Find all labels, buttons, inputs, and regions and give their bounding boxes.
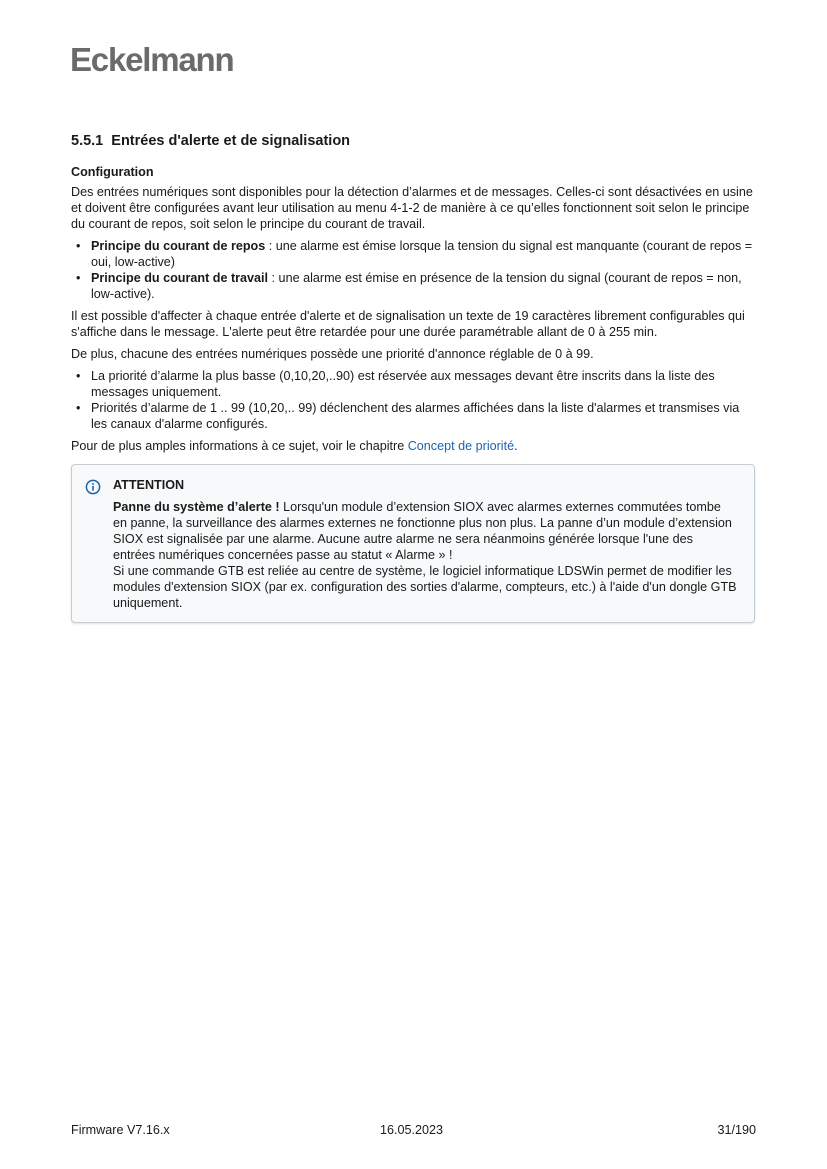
intro-paragraph: Des entrées numériques sont disponibles pour la détection d’alarmes et de messages. Celles-ci sont désactivées en usine et doivent être configurées avant leur utilisation au menu 4-1-2 de manière à ce qu’elles fonctionnent soit selon le principe du courant de repos, soit selon le principe du courant de travail. (71, 185, 753, 231)
priority-paragraph: De plus, chacune des entrées numériques possède une priorité d'annonce réglable de 0 à 99. (71, 347, 594, 361)
principle-term: Principe du courant de repos (91, 239, 266, 253)
more-info-suffix: . (514, 439, 518, 453)
footer-firmware: Firmware V7.16.x (71, 1123, 170, 1137)
list-item: • Priorités d’alarme de 1 .. 99 (10,20,.. 99) déclenchent des alarmes affichées dans la liste d'alarmes et transmises via les canaux d'alarme configurés. (71, 400, 757, 432)
notice-title: ATTENTION (113, 478, 185, 492)
attention-notice (71, 464, 755, 623)
notice-body (113, 477, 738, 611)
notice-lead: Panne du système d’alerte ! (113, 500, 280, 514)
footer-date: 16.05.2023 (380, 1123, 444, 1137)
info-icon (84, 479, 102, 495)
list-item (71, 238, 757, 270)
more-info-paragraph (71, 438, 757, 454)
footer-page-number: 31/190 (717, 1123, 756, 1137)
priority-concept-link[interactable]: Concept de priorité (407, 439, 515, 453)
notice-text (113, 499, 738, 563)
company-logo: Eckelmann (70, 41, 234, 78)
more-info-prefix: Pour de plus amples informations à ce sujet, voir le chapitre (71, 439, 408, 453)
configuration-heading: Configuration (71, 165, 154, 179)
list-item: • La priorité d’alarme la plus basse (0,10,20,..90) est réservée aux messages devant être inscrits dans la liste des messages uniquement. (71, 368, 757, 400)
principle-text: : une alarme est émise en présence de la tension du signal (courant de repos = non, low-active). (91, 271, 742, 301)
text-paragraph: Il est possible d'affecter à chaque entrée d'alerte et de signalisation un texte de 19 caractères librement configurables qui s'affiche dans le message. L'alerte peut être retardée pour une durée paramétrable allant de 0 à 255 min. (71, 309, 745, 339)
section-heading (71, 130, 757, 152)
principle-term: Principe du courant de travail (91, 271, 269, 285)
notice-text-2: Si une commande GTB est reliée au centre de système, le logiciel informatique LDSWin permet de modifier les modules d'extension SIOX (par ex. configuration des sorties d'alarme, compteurs, etc.) à l'aide d'un dongle GTB uniquement. (113, 564, 737, 610)
principle-text: : une alarme est émise lorsque la tension du signal est manquante (courant de repos = oui, low-active) (91, 239, 753, 269)
principles-list (71, 238, 757, 302)
list-item (71, 270, 757, 302)
main-content (71, 130, 757, 623)
section-number: 5.5.1 (71, 133, 104, 149)
priority-list (71, 368, 757, 432)
section-title: Entrées d'alerte et de signalisation (111, 133, 351, 149)
notice-body-text: Lorsqu'un module d’extension SIOX avec alarmes externes commutées tombe en panne, la surveillance des alarmes externes ne fonctionne plus non plus. La panne d’un module d’extension SIOX est signalisée par une alarme. Aucune autre alarme ne sera néanmoins générée lorsque l'une des entrées numériques concernées passe au statut « Alarme » ! (113, 500, 732, 562)
